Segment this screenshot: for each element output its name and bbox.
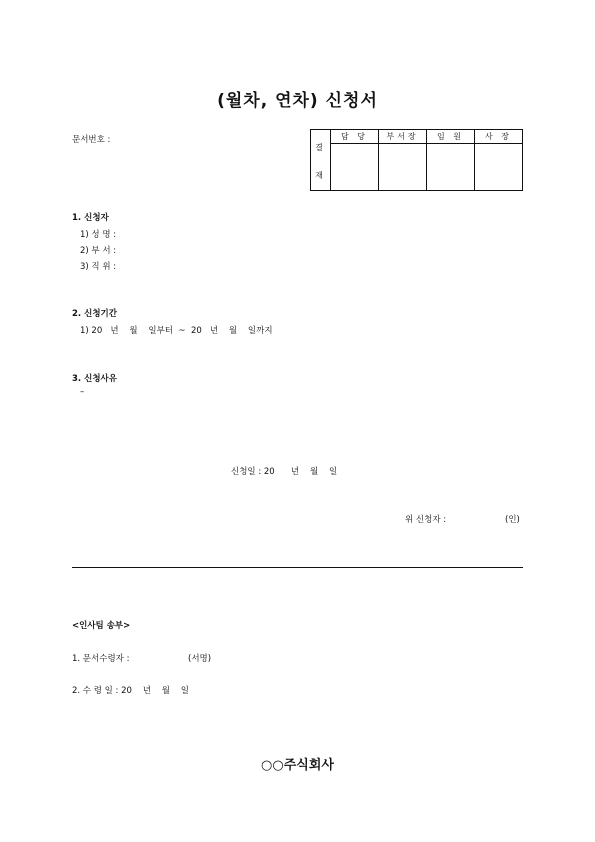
company-name: ○○주식회사 [261, 758, 334, 773]
hr-section-heading: <인사팀 송부> [72, 621, 131, 631]
applicant-name-field: 1) 성 명 : [80, 230, 117, 240]
period-line: 1) 20 년 월 일부터 ~ 20 년 월 일까지 [80, 326, 273, 336]
applicant-dept-field: 2) 부 서 : [80, 246, 117, 256]
signature-mark: (서명) [188, 654, 212, 664]
doc-number-label: 문서번호 : [72, 135, 111, 145]
approval-header-manager: 담 당 [331, 130, 379, 144]
page-title: (월차, 연차) 신청서 [217, 91, 378, 111]
applicant-label: 위 신청자 : [405, 515, 447, 525]
section-divider [72, 567, 523, 568]
seal-mark: (인) [505, 515, 520, 525]
approval-header-executive: 임 원 [427, 130, 475, 144]
section3-heading: 3. 신청사유 [72, 374, 117, 384]
approval-table [310, 129, 523, 191]
reason-line: – [80, 387, 85, 397]
receipt-date: 2. 수 령 일 : 20 년 월 일 [72, 686, 189, 696]
approval-side-label-2: 재 [315, 171, 326, 180]
approval-signature-cell[interactable] [331, 144, 379, 191]
applicant-position-field: 3) 직 위 : [80, 262, 117, 272]
approval-side-label-1: 결 [315, 143, 326, 152]
approval-signature-cell[interactable] [379, 144, 427, 191]
approval-signature-cell[interactable] [427, 144, 475, 191]
section2-heading: 2. 신청기간 [72, 309, 117, 319]
application-date: 신청일 : 20 년 월 일 [231, 467, 338, 477]
receiver-label: 1. 문서수령자 : [72, 654, 130, 664]
approval-header-dept-head: 부서장 [379, 130, 427, 144]
approval-side-label [311, 130, 331, 191]
approval-signature-cell[interactable] [475, 144, 523, 191]
section1-heading: 1. 신청자 [72, 213, 109, 223]
approval-header-president: 사 장 [475, 130, 523, 144]
